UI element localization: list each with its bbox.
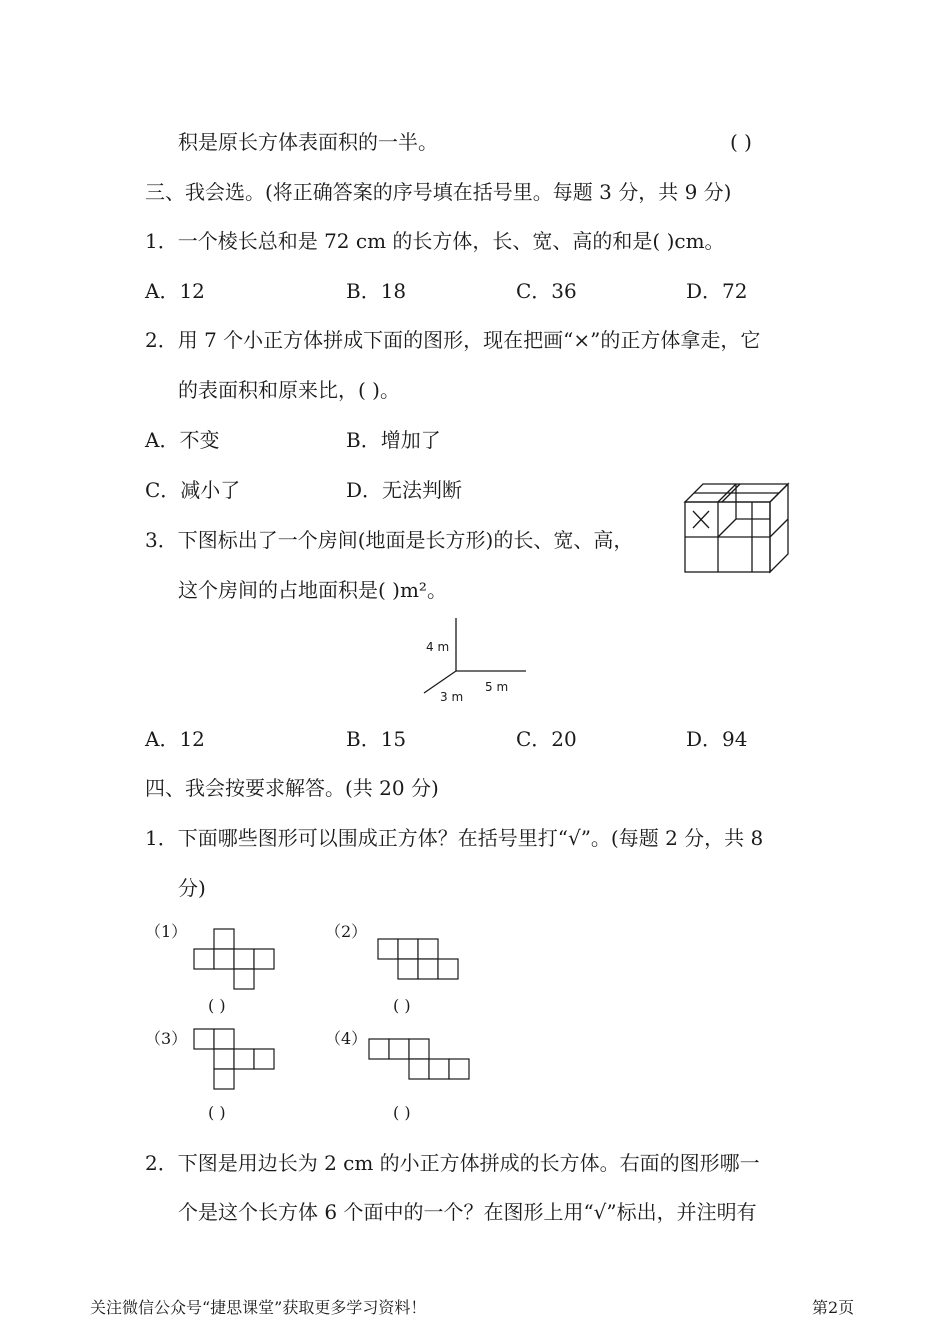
net-4-figure — [368, 1038, 472, 1082]
room-dimension-diagram — [420, 615, 530, 705]
q3-1-text: 1．一个棱长总和是 72 cm 的长方体，长、宽、高的和是( )cm。 — [145, 229, 725, 253]
room-length-label: 5 m — [485, 680, 509, 694]
q3-3-option-a[interactable]: A．12 — [145, 727, 205, 751]
q4-2-text-line1: 2．下图是用边长为 2 cm 的小正方体拼成的长方体。右面的图形哪一 — [145, 1151, 760, 1175]
q3-3-text-line2: 这个房间的占地面积是( )m²。 — [178, 578, 447, 602]
q3-1-option-a[interactable]: A．12 — [145, 279, 205, 303]
q3-1-option-c[interactable]: C．36 — [516, 279, 577, 303]
room-height-label: 4 m — [426, 640, 450, 654]
q3-1-option-b[interactable]: B．18 — [346, 279, 407, 303]
net-2-label: （2） — [325, 922, 368, 941]
net-3-answer-paren[interactable]: ( ) — [208, 1103, 226, 1122]
net-2-figure — [377, 938, 461, 982]
q3-1-option-d[interactable]: D．72 — [686, 279, 748, 303]
net-1-label: （1） — [145, 922, 188, 941]
q3-2-text-line2: 的表面积和原来比，( )。 — [178, 378, 400, 402]
net-4-label: （4） — [325, 1029, 368, 1048]
page-number: 第2页 — [812, 1298, 855, 1317]
net-1-answer-paren[interactable]: ( ) — [208, 996, 226, 1015]
q3-3-option-c[interactable]: C．20 — [516, 727, 577, 751]
q4-1-text-line1: 1．下面哪些图形可以围成正方体？在括号里打“√”。(每题 2 分，共 8 — [145, 826, 764, 850]
q3-2-option-a[interactable]: A．不变 — [145, 428, 220, 452]
net-2-answer-paren[interactable]: ( ) — [393, 996, 411, 1015]
q3-2-option-d[interactable]: D．无法判断 — [346, 478, 463, 502]
q3-3-option-b[interactable]: B．15 — [346, 727, 407, 751]
q4-1-text-line2: 分) — [178, 876, 206, 900]
footer-promo-text: 关注微信公众号“捷思课堂”获取更多学习资料！ — [90, 1298, 427, 1317]
q3-2-text-line1: 2．用 7 个小正方体拼成下面的图形，现在把画“×”的正方体拿走，它 — [145, 328, 761, 352]
q3-3-option-d[interactable]: D．94 — [686, 727, 748, 751]
net-3-figure — [193, 1028, 277, 1092]
room-width-label: 3 m — [440, 690, 464, 704]
section-4-title: 四、我会按要求解答。(共 20 分) — [145, 776, 439, 800]
net-1-figure — [193, 928, 277, 992]
prev-answer-paren[interactable]: ( ) — [730, 130, 752, 154]
q3-2-option-b[interactable]: B．增加了 — [346, 428, 441, 452]
section-3-title: 三、我会选。(将正确答案的序号填在括号里。每题 3 分，共 9 分) — [145, 180, 732, 204]
net-3-label: （3） — [145, 1029, 188, 1048]
prev-question-tail: 积是原长方体表面积的一半。 — [178, 130, 438, 154]
q4-2-text-line2: 个是这个长方体 6 个面中的一个？在图形上用“√”标出，并注明有 — [178, 1200, 757, 1224]
q3-2-option-c[interactable]: C．减小了 — [145, 478, 241, 502]
cube-stack-figure — [684, 482, 794, 572]
net-4-answer-paren[interactable]: ( ) — [393, 1103, 411, 1122]
q3-3-text-line1: 3．下图标出了一个房间(地面是长方形)的长、宽、高， — [145, 528, 634, 552]
